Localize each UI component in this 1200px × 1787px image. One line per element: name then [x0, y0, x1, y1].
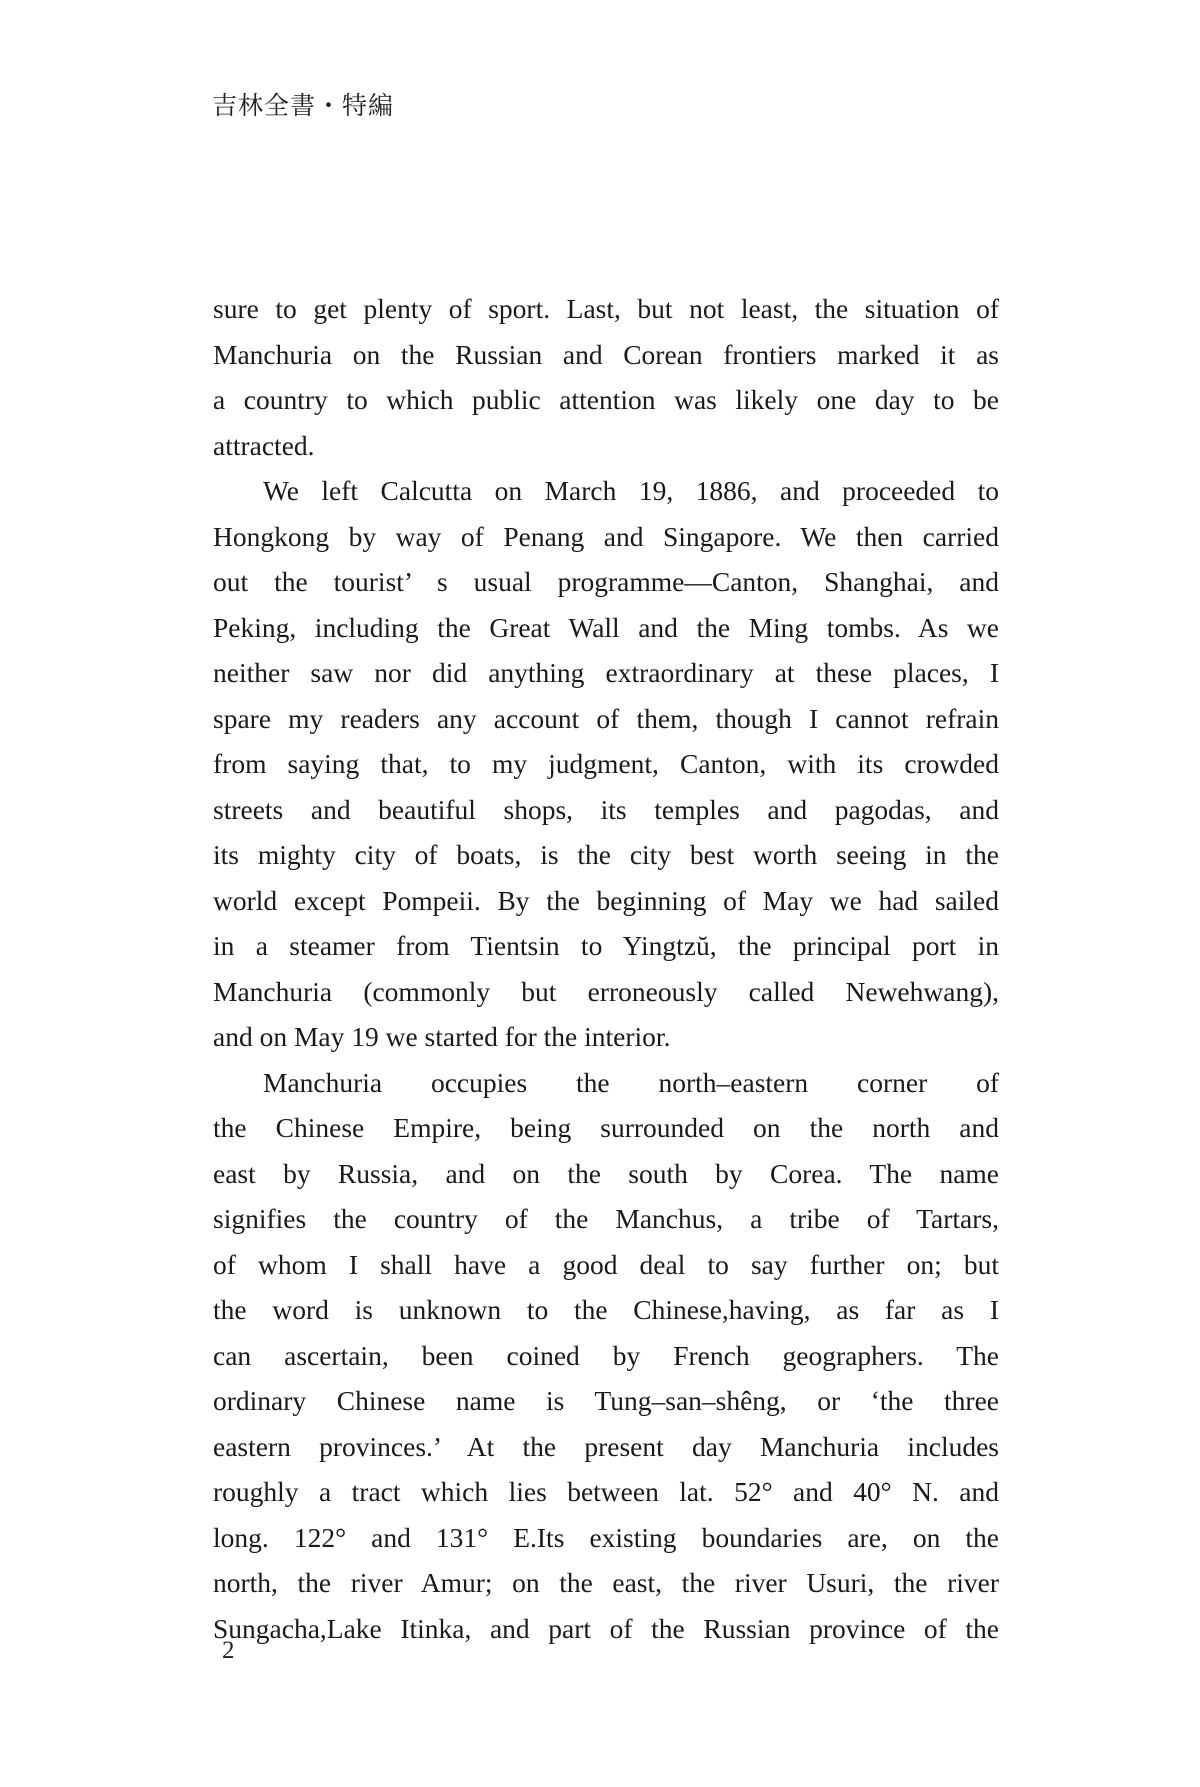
text-line: roughly a tract which lies between lat. 52° and 40° N. and — [213, 1476, 999, 1507]
page-number: 2 — [222, 1637, 235, 1664]
text-line: We left Calcutta on March 19, 1886, and proceeded to — [263, 475, 999, 506]
text-line: Manchuria (commonly but erroneously called Newehwang), — [213, 975, 999, 1007]
text-line: ordinary Chinese name is Tung–san–shêng, or ‘the three — [213, 1385, 999, 1416]
text-line: the word is unknown to the Chinese,having, as far as I — [213, 1294, 999, 1325]
text-line: from saying that, to my judgment, Canton, with its crowded — [213, 748, 999, 779]
paragraph — [213, 1060, 999, 1652]
text-line: Manchuria on the Russian and Corean frontiers marked it as — [213, 338, 999, 370]
text-line: of whom I shall have a good deal to say further on; but — [213, 1248, 999, 1280]
text-line: spare my readers any account of them, though I cannot refrain — [213, 702, 999, 734]
paragraph — [213, 468, 999, 1060]
text-line: long. 122° and 131° E.Its existing boundaries are, on the — [213, 1521, 999, 1553]
text-line: neither saw nor did anything extraordinary at these places, I — [213, 657, 999, 688]
text-line: Sungacha,Lake Itinka, and part of the Russian province of the — [213, 1612, 999, 1644]
text-line: Hongkong by way of Penang and Singapore. We then carried — [213, 520, 999, 552]
text-line: a country to which public attention was likely one day to be — [213, 384, 999, 415]
text-line: can ascertain, been coined by French geographers. The — [213, 1339, 999, 1371]
text-line: Peking, including the Great Wall and the Ming tombs. As we — [213, 611, 999, 643]
text-line: east by Russia, and on the south by Corea. The name — [213, 1157, 999, 1189]
text-line: Manchuria occupies the north–eastern corner of — [263, 1066, 999, 1098]
body-text — [213, 286, 999, 1651]
paragraph — [213, 286, 999, 468]
text-line: sure to get plenty of sport. Last, but not least, the situation of — [213, 293, 999, 324]
text-line: in a steamer from Tientsin to Yingtzŭ, the principal port in — [213, 930, 999, 961]
text-line: out the tourist’ s usual programme—Canton, Shanghai, and — [213, 566, 999, 597]
text-line: signifies the country of the Manchus, a tribe of Tartars, — [213, 1203, 999, 1234]
text-line: its mighty city of boats, is the city best worth seeing in the — [213, 839, 999, 870]
text-line: streets and beautiful shops, its temples and pagodas, and — [213, 793, 999, 825]
text-line: world except Pompeii. By the beginning of May we had sailed — [213, 884, 999, 916]
text-line: and on May 19 we started for the interior. — [213, 1021, 671, 1052]
text-line: the Chinese Empire, being surrounded on the north and — [213, 1112, 999, 1143]
text-line: north, the river Amur; on the east, the river Usuri, the river — [213, 1567, 999, 1598]
running-head: 吉林全書・特編 — [212, 91, 395, 120]
text-line: attracted. — [213, 429, 315, 461]
text-line: eastern provinces.’ At the present day Manchuria includes — [213, 1430, 999, 1462]
